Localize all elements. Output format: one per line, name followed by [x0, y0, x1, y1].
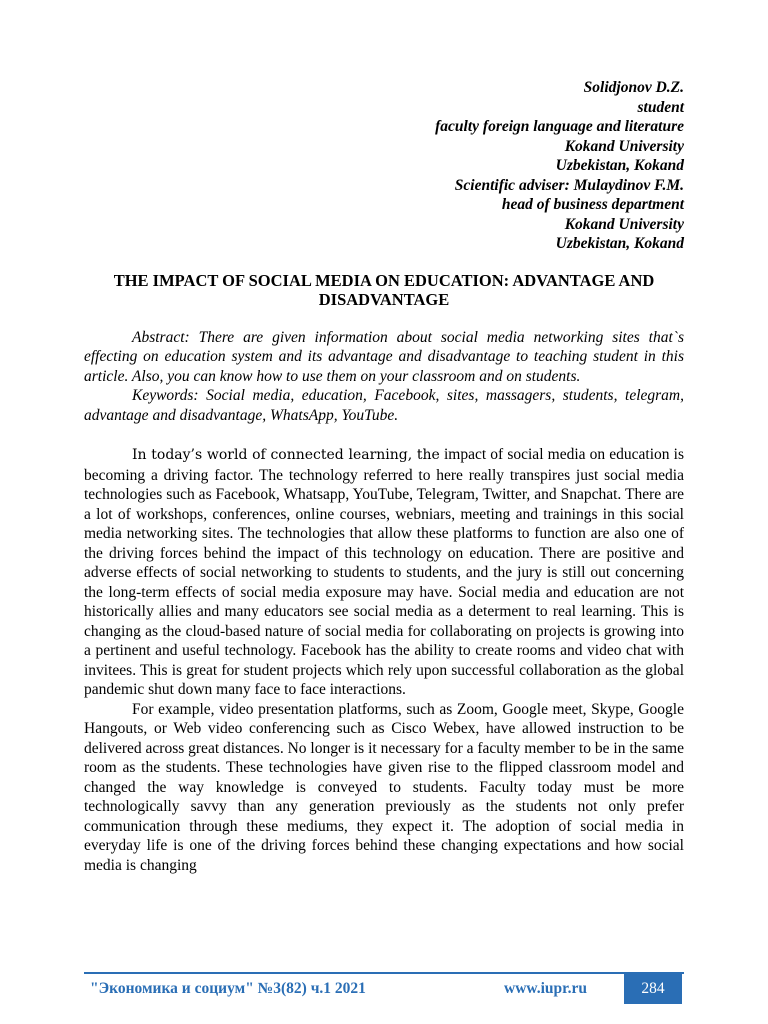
article-title: THE IMPACT OF SOCIAL MEDIA ON EDUCATION: ADVANTAGE AND DISADVANTAGE	[113, 270, 655, 309]
article-page	[84, 78, 684, 875]
keywords-text: Keywords: Social media, education, Facebook, sites, massagers, students, telegram, advantage and disadvantage, WhatsApp, YouTube.	[84, 387, 684, 424]
body-paragraph: For example, video presentation platforms, such as Zoom, Google meet, Skype, Google Hangouts, or Web video conferencing such as Cisco Webex, have allowed instruction to be delivered across great distances. No longer is it necessary for a faculty member to be in the same room as the students. These technologies have given rise to the flipped classroom model and changed the way knowledge is conveyed to students. Faculty today must be more technologically savvy than any generation previously as the students not only prefer communication through these mediums, they expect it. The adoption of social media in everyday life is one of the driving forces behind these changing expectations and how social media is changing	[84, 700, 684, 874]
author-block	[84, 78, 684, 254]
paragraph-text: impact of social media on education is becoming a driving factor. The technology referred to here really transpires just social media technologies such as Facebook, Whatsapp, YouTube, Telegram, Twitter, and Snapchat. There are a lot of workshops, conferences, online courses, webniars, meeting and trainings in this social media networking sites. The technologies that allow these platforms to function are also one of the driving forces behind the impact of this technology on education. There are positive and adverse effects of social networking to students to students, and the jury is still out concerning the long-term effects of social media exposure may have. Social media and education are not historically allies and many educators see social media as a determent to real learning. This is changing as the cloud-based nature of social media for collaborating on projects is growing into a pertinent and useful technology. Facebook has the ability to create rooms and video chat with invitees. This is great for student projects which rely upon successful collaboration as the global pandemic shut down many face to face interactions.	[84, 446, 685, 698]
article-body	[84, 445, 684, 875]
page-footer	[84, 972, 684, 1004]
author-university: Kokand University	[564, 137, 684, 155]
adviser-name: Scientific adviser: Mulaydinov F.M.	[454, 176, 684, 194]
adviser-university: Kokand University	[564, 215, 684, 233]
journal-citation: "Экономика и социум" №3(82) ч.1 2021	[90, 980, 366, 997]
adviser-position: head of business department	[501, 196, 684, 213]
page-number: 284	[624, 974, 682, 1004]
abstract-text: Abstract: There are given information about social media networking sites that`s effecting on education system and its advantage and disadvantage to teaching student in this article. Also, you can know how to use them on your classroom and on students.	[84, 328, 684, 385]
author-position: student	[637, 98, 684, 116]
author-location: Uzbekistan, Kokand	[555, 157, 684, 174]
body-paragraph	[84, 445, 684, 700]
author-faculty: faculty foreign language and literature	[435, 118, 684, 135]
adviser-location: Uzbekistan, Kokand	[555, 235, 684, 252]
journal-url: www.iupr.ru	[504, 980, 587, 997]
lead-in-text: In today’s world of connected learning, the	[132, 447, 440, 463]
footer-divider	[84, 972, 684, 974]
author-name: Solidjonov D.Z.	[583, 79, 684, 96]
abstract-section	[84, 328, 684, 426]
